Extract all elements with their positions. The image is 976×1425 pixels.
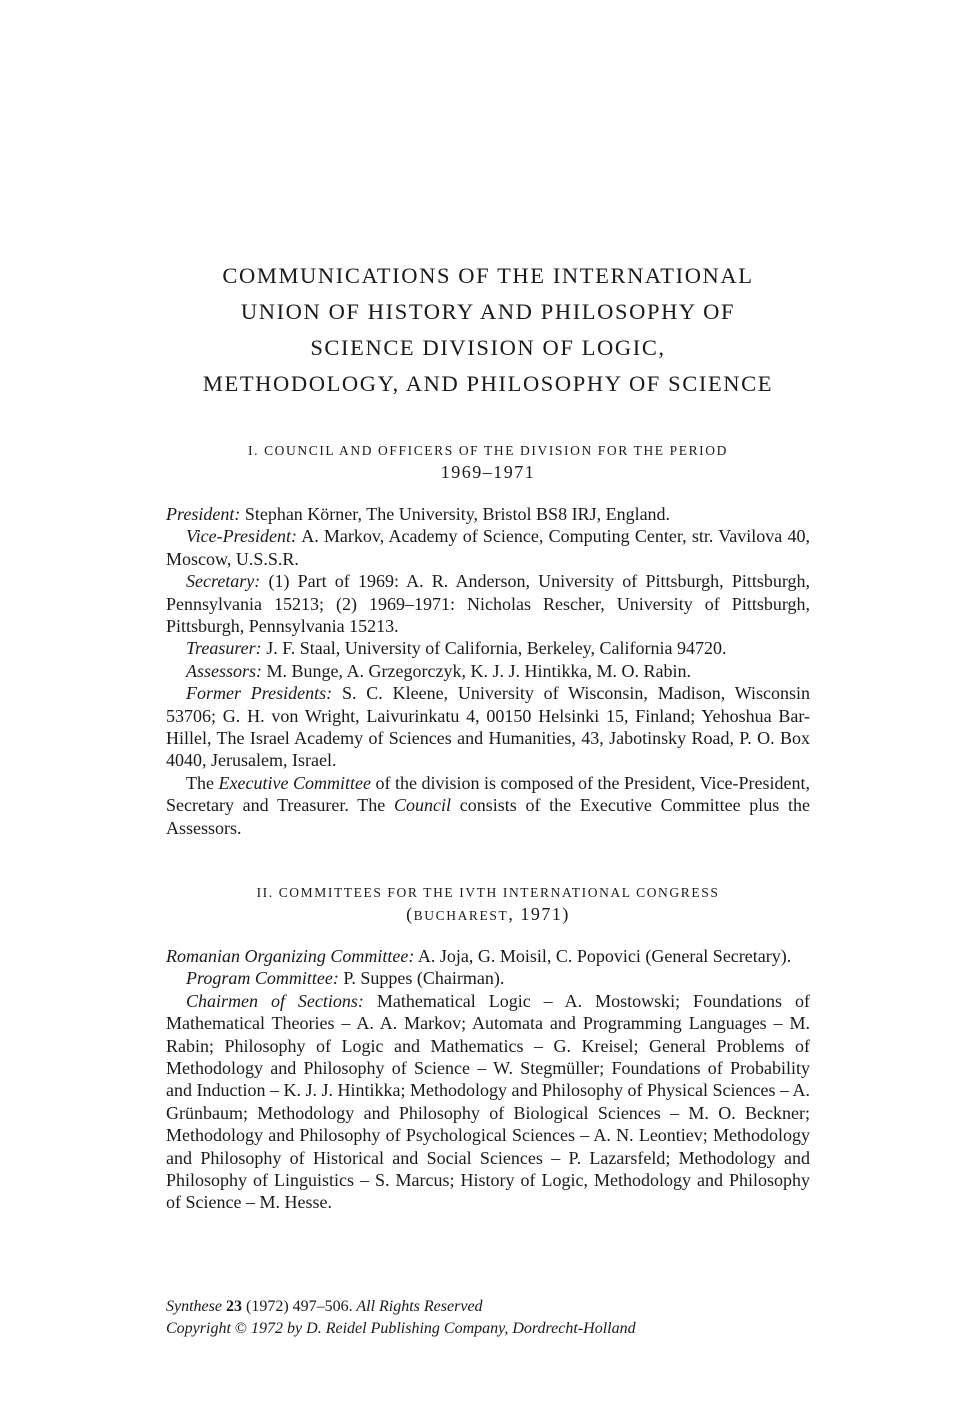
- paragraph-executive-committee: [166, 772, 810, 839]
- section-heading-years: 1969–1971: [440, 462, 536, 482]
- paragraph-chairmen-of-sections: [166, 990, 810, 1214]
- paragraph-treasurer: [166, 637, 810, 659]
- text-assessors: M. Bunge, A. Grzegorczyk, K. J. J. Hintikka, M. O. Rabin.: [262, 660, 691, 681]
- term-executive-committee: Executive Committee: [218, 772, 371, 793]
- text-chairmen-of-sections: Mathematical Logic – A. Mostowski; Foundations of Mathematical Theories – A. A. Markov; Automata and Programming Languages – M. Rabin; Philosophy of Logic and Mathematics – G. Kreisel; General Problems of Methodology and Philosophy of Science – W. Stegmüller; Foundations of Probability and Induction – K. J. J. Hintikka; Methodology and Philosophy of Physical Sciences – A. Grünbaum; Methodology and Philosophy of Biological Sciences – M. O. Beckner; Methodology and Philosophy of Psychological Sciences – A. N. Leontiev; Methodology and Philosophy of Historical and Social Sciences – P. Lazarsfeld; Methodology and Philosophy of Linguistics – S. Marcus; History of Logic, Methodology and Philosophy of Science – M. Hesse.: [166, 990, 811, 1213]
- label-vice-president: Vice-President:: [186, 526, 297, 547]
- paragraph-vice-president: [166, 525, 810, 570]
- text-program-committee: P. Suppes (Chairman).: [338, 968, 505, 989]
- label-president: President:: [166, 504, 241, 524]
- paragraph-president: [166, 503, 810, 525]
- text-vice-president: A. Markov, Academy of Science, Computing Center, str. Vavilova 40, Moscow, U.S.S.R.: [166, 526, 810, 569]
- paragraph-secretary: [166, 570, 810, 637]
- page-footer: [166, 1296, 636, 1340]
- text-exec-pre: The: [186, 772, 219, 793]
- text-president: Stephan Körner, The University, Bristol BS8 IRJ, England.: [240, 504, 671, 524]
- journal-year-pages: (1972) 497–506.: [241, 1298, 353, 1315]
- journal-name: Synthese: [166, 1298, 222, 1315]
- section-heading-committees: [150, 884, 826, 928]
- term-council: Council: [394, 795, 451, 816]
- journal-volume: 23: [221, 1298, 242, 1315]
- text-former-presidents: S. C. Kleene, University of Wisconsin, Madison, Wisconsin 53706; G. H. von Wright, Laivurinkatu 4, 00150 Helsinki 15, Finland; Yehoshua Bar-Hillel, The Israel Academy of Sciences and Humanities, 43, Jabotinsky Road, P. O. Box 4040, Jerusalem, Israel.: [166, 683, 810, 771]
- title-line: COMMUNICATIONS OF THE INTERNATIONAL: [222, 263, 754, 288]
- paragraph-assessors: [166, 660, 810, 682]
- title-line: UNION OF HISTORY AND PHILOSOPHY OF: [240, 299, 736, 324]
- rights-notice: All Rights Reserved: [352, 1298, 483, 1315]
- section-heading-place-year: [150, 902, 826, 928]
- copyright-prefix: Copyright: [166, 1320, 235, 1337]
- copyright-symbol: ©: [234, 1320, 248, 1337]
- congress-place: BUCHAREST: [413, 908, 509, 923]
- title-line: METHODOLOGY, AND PHILOSOPHY OF SCIENCE: [202, 371, 774, 396]
- copyright-line: [166, 1318, 636, 1340]
- label-treasurer: Treasurer:: [186, 638, 262, 659]
- council-officers-list: [166, 503, 810, 839]
- title-line: SCIENCE DIVISION OF LOGIC,: [310, 335, 666, 360]
- congress-year: , 1971): [508, 904, 570, 924]
- copyright-publisher: 1972 by D. Reidel Publishing Company, Dordrecht-Holland: [247, 1320, 636, 1337]
- text-exec-mid: of the division is composed of the President, Vice-President, Secretary and Treasurer. The: [166, 772, 811, 816]
- text-secretary: (1) Part of 1969: A. R. Anderson, University of Pittsburgh, Pittsburgh, Pennsylvania 15213; (2) 1969–1971: Nicholas Rescher, University of Pittsburgh, Pittsburgh, Pennsylvania 15213.: [166, 571, 810, 637]
- section-heading-text: II. COMMITTEES FOR THE IVTH INTERNATIONAL CONGRESS: [256, 885, 720, 900]
- label-romanian-committee: Romanian Organizing Committee:: [166, 946, 415, 966]
- label-assessors: Assessors:: [186, 660, 263, 681]
- paragraph-program-committee: [166, 967, 810, 989]
- section-heading-text: I. COUNCIL AND OFFICERS OF THE DIVISION FOR THE PERIOD: [248, 443, 728, 458]
- committees-list: [166, 945, 810, 1214]
- text-exec-post: consists of the Executive Committee plus the Assessors.: [166, 795, 810, 838]
- paragraph-romanian-committee: [166, 945, 810, 967]
- paragraph-former-presidents: [166, 682, 810, 772]
- paren-open: (: [406, 904, 414, 924]
- label-program-committee: Program Committee:: [186, 968, 339, 989]
- label-former-presidents: Former Presidents:: [186, 683, 333, 704]
- label-secretary: Secretary:: [186, 571, 261, 592]
- label-chairmen-of-sections: Chairmen of Sections:: [186, 990, 364, 1011]
- article-title: [150, 258, 826, 402]
- text-romanian-committee: A. Joja, G. Moisil, C. Popovici (General Secretary).: [414, 946, 792, 966]
- section-heading-council: [150, 442, 826, 484]
- citation-line: [166, 1296, 636, 1318]
- text-treasurer: J. F. Staal, University of California, Berkeley, California 94720.: [261, 638, 727, 659]
